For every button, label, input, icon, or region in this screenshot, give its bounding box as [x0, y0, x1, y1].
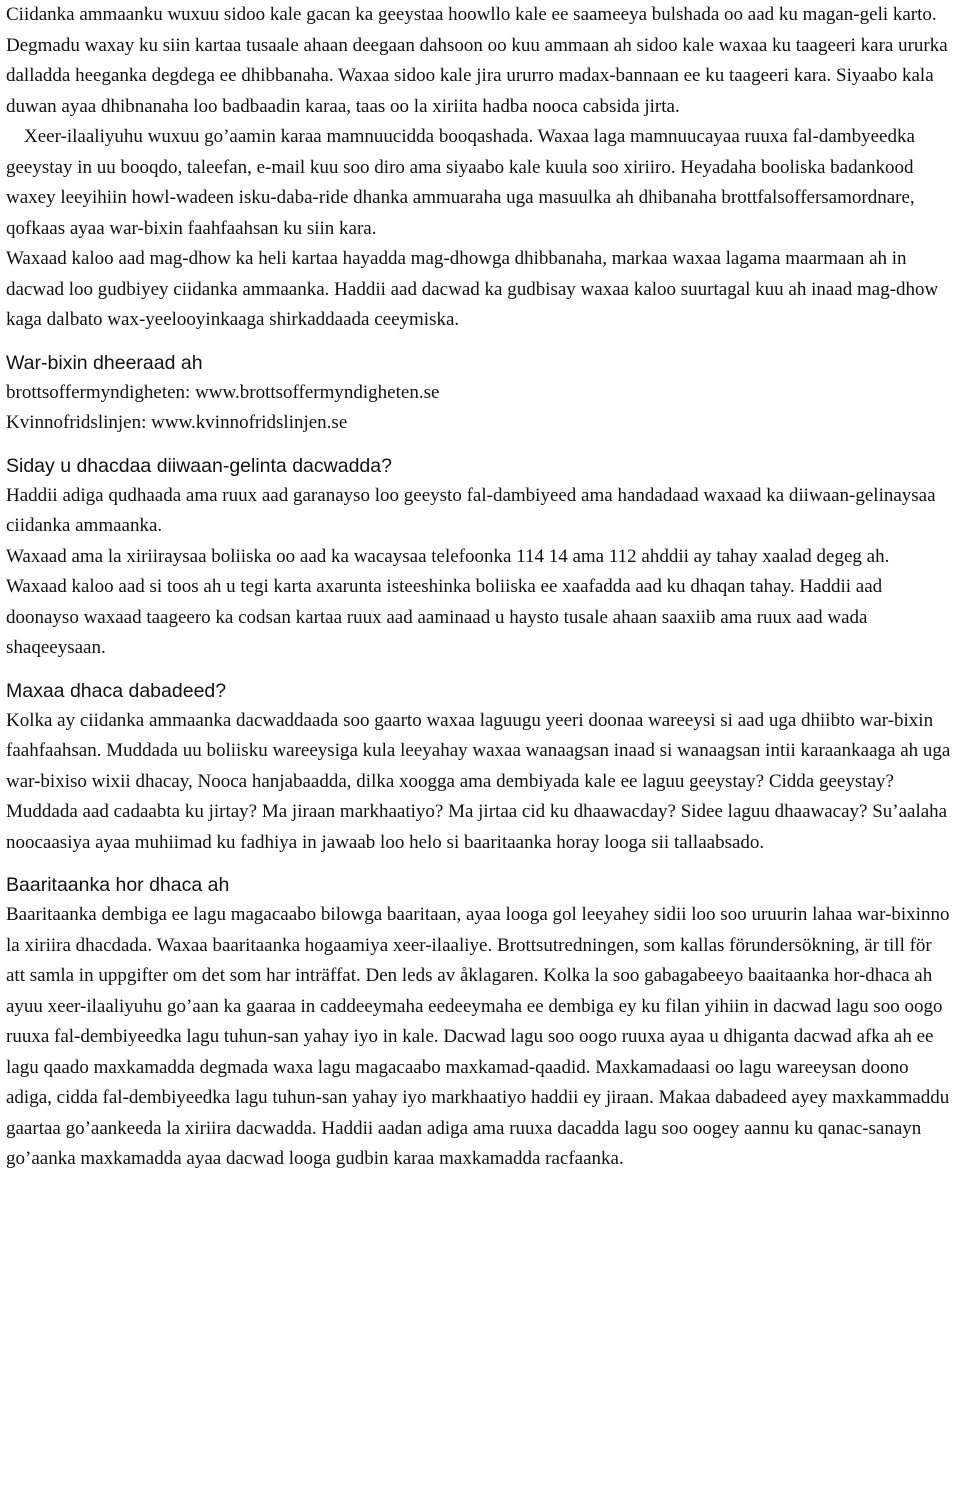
next-paragraph: Kolka ay ciidanka ammaanka dacwaddaada soo gaarto waxaa laguugu yeeri doonaa wareeysi si aad uga dhiibto war-bixin faahfaahsan. Muddada uu boliisku wareeysiga kula leeyahay waxaa wanaagsan inaad si wanaagsan intii karaankaaga ah uga war-bixiso wixii dhacay, Nooca hanjabaadda, dilka xoogga ama dembiyada kale ee laguu geeystay? Cidda geeystay? Muddada aad cadaabta ku jirtay? Ma jiraan markhaatiyo? Ma jirtaa cid ku dhaawacday? Sidee laguu dhaawacay? Su’aalaha noocaasiya ayaa muhiimad ku fadhiya in jawaab loo helo si baaritaanka horay looga sii tallaabsado.	[6, 709, 951, 853]
register-paragraph-1: Haddii adiga qudhaada ama ruux aad garanayso loo geeysto fal-dambiyeed ama handadaad waxaad ka diiwaan-gelinaysaa ciidanka ammaanka.	[6, 484, 936, 536]
more-info-heading: War-bixin dheeraad ah	[6, 351, 203, 374]
register-paragraph-2: Waxaad ama la xiriiraysaa boliiska oo aad ka wacaysaa telefoonka 114 14 ama 112 ahddii ay tahay xaalad degeg ah. Waxaad kaloo aad si toos ah u tegi karta axarunta isteeshinka boliiska ee xaafadda aad ku dhaqan tahay. Haddii aad doonayso waxaad taageero ka codsan kartaa ruux aad aaminaad u haysto tusale ahaan saaxiib ama ruux aad wada shaqeeysaan.	[6, 545, 890, 658]
intro-paragraph-2: Xeer-ilaaliyuhu wuxuu go’aamin karaa mamnuucidda booqashada. Waxaa laga mamnuucayaa ruuxa fal-dambyeedka geeystay in uu booqdo, taleefan, e-mail kuu soo diro ama siyaabo kale kuula soo xiriiro. Heyadaha booliska badankood waxey leeyihiin howl-wadeen isku-daba-ride dhanka ammuaraha uga masuulka ah dhibanaha brottfalsoffersamordnare, qofkaas ayaa war-bixin faahfaahsan ku siin kara.	[6, 126, 915, 239]
next-heading: Maxaa dhaca dabadeed?	[6, 679, 227, 702]
register-heading: Siday u dhacdaa diiwaan-gelinta dacwadda?	[6, 454, 392, 477]
more-info-line-brottsoffermyndigheten: brottsoffermyndigheten: www.brottsoffermyndigheten.se	[6, 381, 440, 403]
investigation-paragraph: Baaritaanka dembiga ee lagu magacaabo bilowga baaritaan, ayaa looga gol leeyahey sidii loo soo uruurin lahaa war-bixinno la xiriira dhacdada. Waxaa baaritaanka hogaamiya xeer-ilaaliye. Brottsutredningen, som kallas förundersökning, är till för att samla in uppgifter om det som har inträffat. Den leds av åklagaren. Kolka la soo gabagabeeyo baaitaanka hor-dhaca ah ayuu xeer-ilaaliyuhu go’aan ka gaaraa in caddeeymaha eedeeymaha ee dembiga ey ku filan yihiin in dacwad lagu soo oogo ruuxa fal-dembiyeedka lagu tuhun-san yahay iyo in kale. Dacwad lagu soo oogo ruuxa ayaa u dhiganta dacwad afka ah ee lagu qaado maxkamadda degmada waxa lagu magacaabo maxkamad-qaadid. Maxkamadaasi oo lagu wareeysan doono adiga, cidda fal-dembiyeedka lagu tuhun-san yahay iyo markhaatiyo haddii ey jiraan. Makaa dabadeed ayey maxkammaddu gaartaa go’aankeeda la xiriira dacwadda. Haddii aadan adiga ama ruuxa dacadda lagu soo oogey aannu ku qanac-sanayn go’aanka maxkamadda ayaa dacwad looga gudbin karaa maxkamadda racfaanka.	[6, 904, 950, 1169]
investigation-heading: Baaritaanka hor dhaca ah	[6, 874, 230, 896]
intro-paragraph: Ciidanka ammaanku wuxuu sidoo kale gacan ka geeystaa hoowllo kale ee saameeya bulshada oo aad ku magan-geli karto. Degmadu waxay ku siin kartaa tusaale ahaan deegaan dahsoon oo kuu ammaan ah sidoo kale waxaa ku taageeri kara ururka dalladda heeganka degdega ee dhibbanaha. Waxaa sidoo kale jira ururro madax-bannaan ee ku taageeri kara. Siyaabo kala duwan ayaa dhibnanaha loo badbaadin karaa, taas oo la xiriita hadba nooca cabsida jirta.	[6, 4, 948, 117]
intro-paragraph-3: Waxaad kaloo aad mag-dhow ka heli kartaa hayadda mag-dhowga dhibbanaha, markaa waxaa lagama maarmaan ah in dacwad loo gudbiyey ciidanka ammaanka. Haddii aad dacwad ka gudbisay waxaa kaloo suurtagal kuu ah inaad mag-dhow kaga dalbato wax-yeelooyinkaaga shirkaddaada ceeymiska.	[6, 248, 939, 330]
more-info-line-kvinnofridslinjen: Kvinnofridslinjen: www.kvinnofridslinjen.se	[6, 412, 348, 433]
